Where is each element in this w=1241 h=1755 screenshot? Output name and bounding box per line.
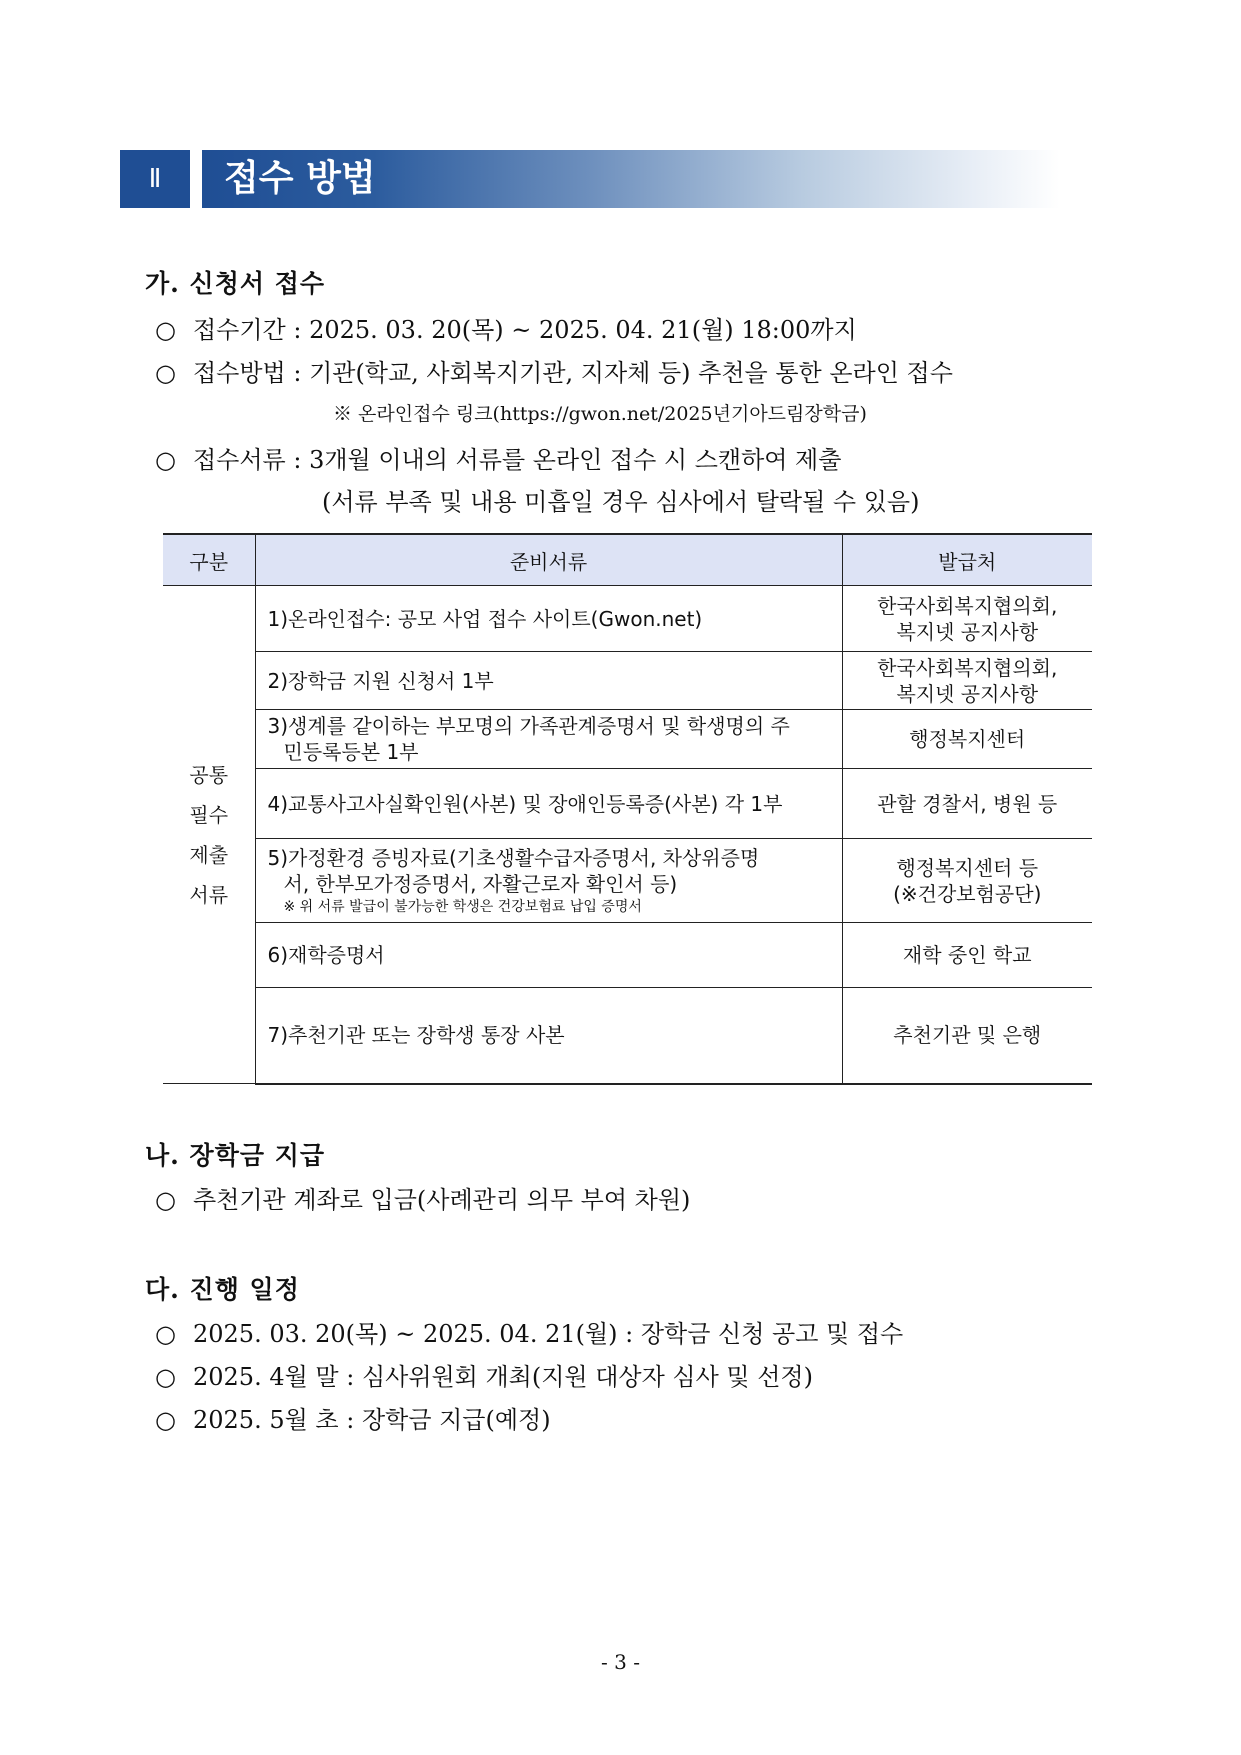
section-header [120,150,1060,208]
doc-note: ※ 위 서류 발급이 불가능한 학생은 건강보험료 납입 증명서 [283,898,642,915]
section-number: Ⅱ [120,150,190,208]
header-category: 구분 [163,534,255,586]
issuer-cell [842,769,1092,839]
issuer-text: 복지넷 공지사항 [896,619,1039,644]
subsection-c-heading: 다. 진행 일정 [145,1275,300,1304]
category-cell [163,586,255,1084]
issuer-text: (※건강보험공단) [893,881,1042,906]
doc-text: 서, 한부모가정증명서, 자활근로자 확인서 등) [283,871,678,896]
issuer-text: 관할 경찰서, 병원 등 [877,791,1058,816]
schedule-line-2 [155,1357,813,1392]
table-row [163,710,1092,769]
schedule-text: 2025. 5월 초 : 장학금 지급(예정) [193,1406,551,1434]
issuer-cell [842,923,1092,988]
section-title: 접수 방법 [224,158,376,199]
doc-cell [255,652,842,710]
schedule-text: 2025. 03. 20(목) ~ 2025. 04. 21(월) : 장학금 신청 공고 및 접수 [193,1320,904,1348]
doc-text: 2)장학금 지원 신청서 1부 [267,668,494,693]
issuer-text: 복지넷 공지사항 [896,681,1039,706]
table-row [163,988,1092,1084]
doc-text: 3)생계를 같이하는 부모명의 가족관계증명서 및 학생명의 주 [267,714,790,738]
schedule-line-1 [155,1314,903,1349]
method-text: 접수방법 : 기관(학교, 사회복지기관, 지자체 등) 추천을 통한 온라인 접수 [193,359,953,387]
category-text: 제출 [189,842,229,867]
page-number: - 3 - [601,1650,640,1674]
doc-cell [255,769,842,839]
header-issuer: 발급처 [842,534,1092,586]
bullet-icon: ○ [155,1320,176,1348]
doc-text: 1)온라인접수: 공모 사업 접수 사이트(Gwon.net) [267,606,703,631]
category-text: 공통 [189,762,229,787]
category-text: 서류 [189,882,229,907]
doc-cell [255,710,842,769]
header-documents: 준비서류 [255,534,842,586]
period-text: 접수기간 : 2025. 03. 20(목) ~ 2025. 04. 21(월) 18:00까지 [193,316,857,344]
table-row [163,586,1092,652]
doc-text: 민등록등본 1부 [283,740,419,764]
period-line [155,310,857,345]
subsection-a-heading: 가. 신청서 접수 [145,269,326,298]
docs-note: (서류 부족 및 내용 미흡일 경우 심사에서 탈락될 수 있음) [322,488,920,516]
doc-text: 5)가정환경 증빙자료(기초생활수급자증명서, 차상위증명 [267,845,760,870]
bullet-icon: ○ [155,446,176,474]
category-text: 필수 [189,802,229,827]
issuer-text: 행정복지센터 [909,727,1026,751]
bullet-icon: ○ [155,1186,176,1214]
issuer-text: 행정복지센터 등 [896,855,1039,880]
doc-text: 4)교통사고사실확인원(사본) 및 장애인등록증(사본) 각 1부 [267,791,783,816]
issuer-cell [842,839,1092,923]
section-title-bar [202,150,1060,208]
schedule-text: 2025. 4월 말 : 심사위원회 개최(지원 대상자 심사 및 선정) [193,1363,813,1391]
issuer-text: 한국사회복지협의회, [877,593,1058,618]
issuer-cell [842,586,1092,652]
table-row [163,923,1092,988]
bullet-icon: ○ [155,359,176,387]
schedule-line-3 [155,1400,551,1435]
doc-text: 6)재학증명서 [267,943,385,967]
doc-cell [255,839,842,923]
issuer-cell [842,652,1092,710]
table-row [163,769,1092,839]
table-header-row [163,534,1092,586]
docs-line [155,440,841,475]
docs-text: 접수서류 : 3개월 이내의 서류를 온라인 접수 시 스캔하여 제출 [193,446,842,474]
issuer-cell [842,988,1092,1084]
issuer-text: 재학 중인 학교 [902,943,1032,967]
doc-text: 7)추천기관 또는 장학생 통장 사본 [267,1023,565,1048]
documents-table [163,533,1092,1085]
doc-cell [255,923,842,988]
bullet-icon: ○ [155,1363,176,1391]
doc-cell [255,586,842,652]
method-line [155,353,953,388]
issuer-cell [842,710,1092,769]
table-row [163,652,1092,710]
bullet-icon: ○ [155,1406,176,1434]
doc-cell [255,988,842,1084]
payment-text: 추천기관 계좌로 입금(사례관리 의무 부여 차원) [193,1186,691,1214]
link-note: ※ 온라인접수 링크(https://gwon.net/2025년기아드림장학금) [333,403,867,425]
issuer-text: 추천기관 및 은행 [893,1023,1042,1048]
issuer-text: 한국사회복지협의회, [877,655,1058,680]
subsection-b-heading: 나. 장학금 지급 [145,1141,326,1170]
bullet-icon: ○ [155,316,176,344]
payment-line [155,1180,690,1215]
table-row [163,839,1092,923]
